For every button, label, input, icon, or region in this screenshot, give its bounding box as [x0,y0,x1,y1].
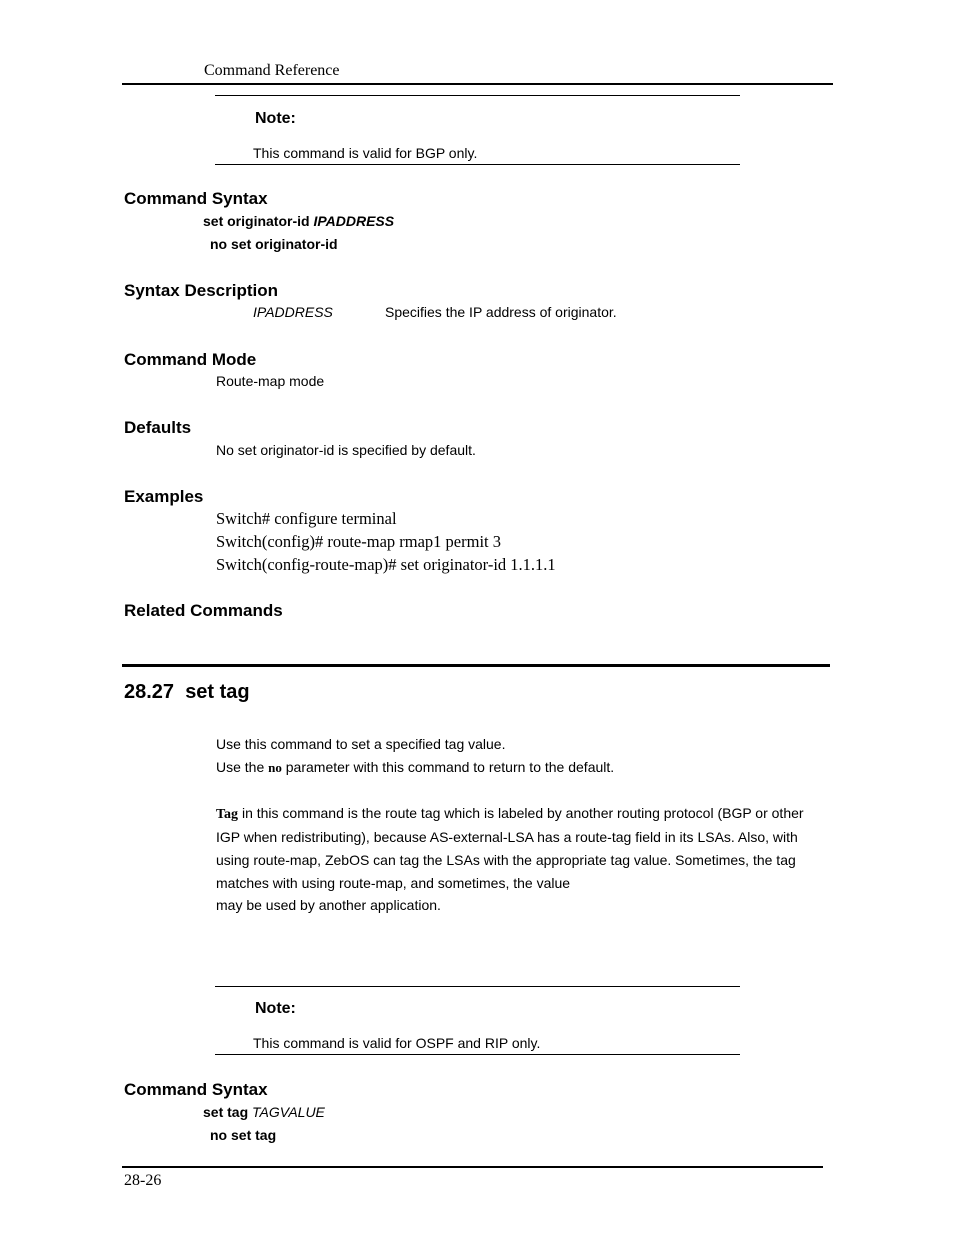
section-heading-command-syntax: Command Syntax [124,1080,268,1099]
tag-paragraph [216,802,836,917]
note-top-rule [215,95,740,96]
note-bottom-rule [215,1054,740,1055]
paragraph-line: IGP when redistributing), because AS-external-LSA has a route-tag field in its LSAs. Also, with [216,829,798,845]
section-heading-examples: Examples [124,487,204,506]
page-number: 28-26 [124,1172,162,1189]
no-keyword: no [268,760,282,775]
chapter-title [124,681,250,704]
section-heading-related-commands: Related Commands [124,601,283,620]
example-line: Switch(config)# route-map rmap1 permit 3 [216,532,502,551]
note-bottom-rule [215,164,740,165]
syntax-no-line: no set tag [210,1127,277,1143]
section-heading-defaults: Defaults [124,418,192,437]
note-top-rule [215,986,740,987]
defaults-text: No set originator-id is specified by default. [216,442,476,458]
syntax-no-line: no set originator-id [210,236,338,252]
intro-line: Use this command to set a specified tag value. [216,736,506,752]
paragraph-line: using route-map, ZebOS can tag the LSAs with the appropriate tag value. Sometimes, the tag [216,852,796,868]
header-rule [122,83,833,85]
paragraph-text: in this command is the route tag which is labeled by another routing protocol (BGP or other [238,805,804,821]
footer-rule [122,1166,823,1168]
paragraph-line: matches with using route-map, and sometimes, the value [216,875,571,891]
syntax-line [203,213,394,229]
intro-text: parameter with this command to return to the default. [281,759,615,775]
syntax-command: set originator-id [203,213,310,229]
command-mode-text: Route-map mode [216,373,325,389]
param-name: IPADDRESS [253,304,333,320]
syntax-line [203,1104,325,1120]
syntax-argument: TAGVALUE [252,1104,325,1120]
chapter-number: 28.27 [124,681,175,703]
param-description: Specifies the IP address of originator. [385,304,617,320]
chapter-name: set tag [185,681,250,703]
section-heading-command-syntax: Command Syntax [124,189,268,208]
section-heading-syntax-description: Syntax Description [124,281,278,300]
note-text: This command is valid for BGP only. [253,145,478,161]
running-header: Command Reference [204,62,340,79]
section-heading-command-mode: Command Mode [124,350,257,369]
intro-no-line [216,759,614,776]
syntax-argument: IPADDRESS [313,213,395,229]
note-text: This command is valid for OSPF and RIP only. [253,1035,541,1051]
note-label: Note: [255,1000,296,1017]
note-label: Note: [255,110,296,127]
syntax-command: set tag [203,1104,249,1120]
tag-keyword: Tag [216,807,239,822]
paragraph-line: may be used by another application. [216,897,441,913]
example-line: Switch# configure terminal [216,509,397,528]
intro-text: Use the [216,759,269,775]
example-line: Switch(config-route-map)# set originator-id 1.1.1.1 [216,555,556,574]
paragraph-line [216,802,836,826]
chapter-rule [122,664,830,667]
